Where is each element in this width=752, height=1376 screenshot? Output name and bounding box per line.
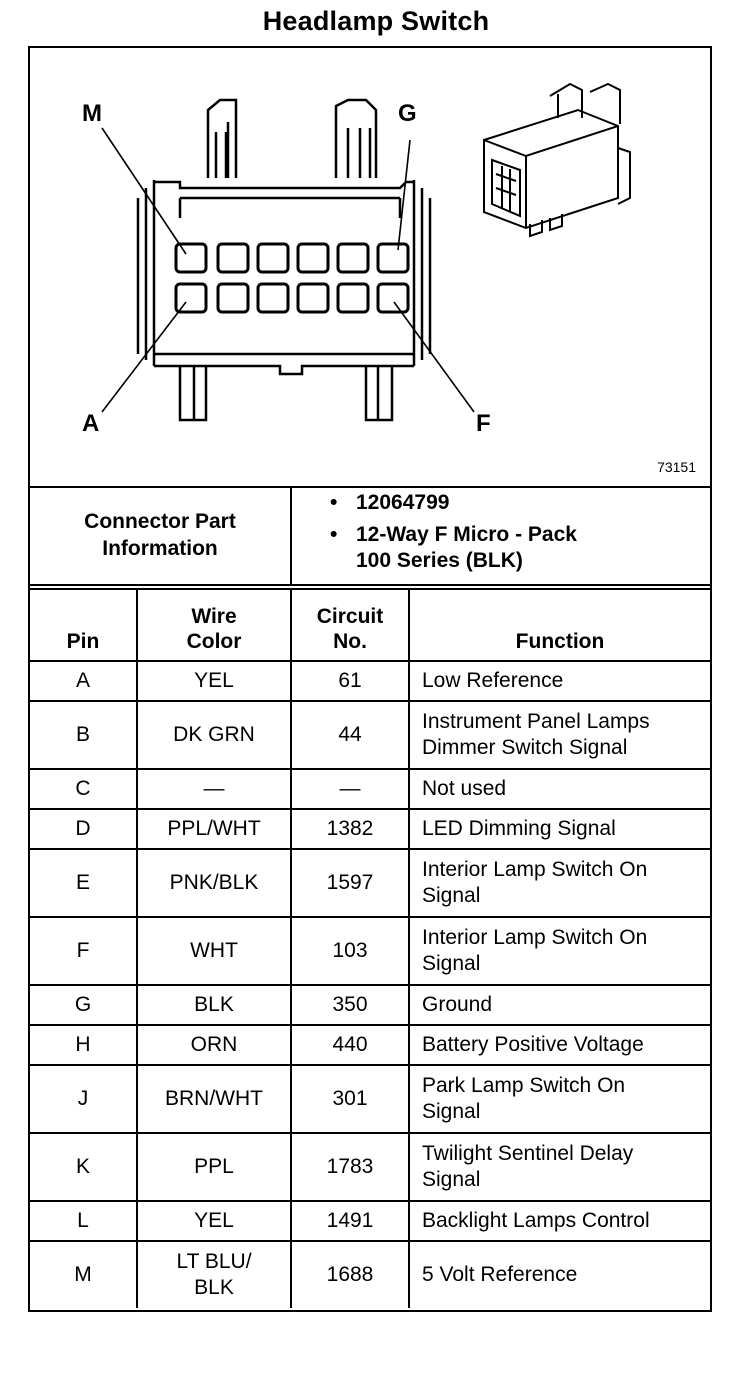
callout-pin-m: M (82, 100, 102, 127)
connector-isometric-view (484, 84, 630, 236)
circuit-cell: 61 (291, 661, 409, 701)
table-row (30, 917, 710, 985)
header-wire-color: Wire Color (137, 589, 291, 661)
wire-color-cell: BLK (137, 985, 291, 1025)
wire-color-cell: PPL/WHT (137, 809, 291, 849)
part-number: • 12064799 (330, 490, 577, 516)
page-title: Headlamp Switch (262, 6, 490, 36)
wire-color-cell: DK GRN (137, 701, 291, 769)
function-cell: Battery Positive Voltage (409, 1025, 710, 1065)
pin-table (30, 588, 710, 1308)
callout-pin-g: G (398, 100, 417, 127)
table-row (30, 1025, 710, 1065)
pin-table-body (30, 661, 710, 1308)
connector-sheet (28, 46, 712, 1312)
function-cell: Twilight Sentinel Delay Signal (409, 1133, 710, 1201)
housing-right-wall (414, 180, 430, 366)
pin-cell: G (30, 985, 137, 1025)
pin-cell: L (30, 1201, 137, 1241)
table-row (30, 1241, 710, 1308)
function-cell: Ground (409, 985, 710, 1025)
function-cell: Instrument Panel Lamps Dimmer Switch Signal (409, 701, 710, 769)
function-cell: Park Lamp Switch On Signal (409, 1065, 710, 1133)
connector-part-label: Connector Part Information (30, 486, 292, 584)
connector-part-info (30, 486, 710, 586)
connector-face-drawing (30, 48, 710, 486)
pin-cell: F (30, 917, 137, 985)
pin-cell: B (30, 701, 137, 769)
pin-cell: H (30, 1025, 137, 1065)
circuit-cell: 1783 (291, 1133, 409, 1201)
function-cell: 5 Volt Reference (409, 1241, 710, 1308)
function-cell: Interior Lamp Switch On Signal (409, 917, 710, 985)
table-row (30, 1201, 710, 1241)
connector-diagram (30, 48, 710, 488)
circuit-cell: 1688 (291, 1241, 409, 1308)
table-row (30, 985, 710, 1025)
wire-color-cell: — (137, 769, 291, 809)
pin-cell: C (30, 769, 137, 809)
left-latch (208, 100, 236, 178)
header-function: Function (409, 589, 710, 661)
wire-color-cell: LT BLU/ BLK (137, 1241, 291, 1308)
wire-color-cell: WHT (137, 917, 291, 985)
pin-cell: K (30, 1133, 137, 1201)
figure-number: 73151 (657, 459, 696, 475)
header-pin: Pin (30, 589, 137, 661)
circuit-cell: 44 (291, 701, 409, 769)
pin-cell: M (30, 1241, 137, 1308)
wire-color-cell: BRN/WHT (137, 1065, 291, 1133)
header-circuit-no: Circuit No. (291, 589, 409, 661)
wire-color-cell: ORN (137, 1025, 291, 1065)
pin-cell: A (30, 661, 137, 701)
pin-cavities (176, 244, 408, 312)
circuit-cell: 301 (291, 1065, 409, 1133)
pin-cell: J (30, 1065, 137, 1133)
wire-color-cell: YEL (137, 661, 291, 701)
table-row (30, 661, 710, 701)
pin-cell: D (30, 809, 137, 849)
pin-cell: E (30, 849, 137, 917)
function-cell: Interior Lamp Switch On Signal (409, 849, 710, 917)
part-description: • 12-Way F Micro - Pack 100 Series (BLK) (330, 522, 577, 574)
function-cell: Backlight Lamps Control (409, 1201, 710, 1241)
table-row (30, 701, 710, 769)
wire-color-cell: YEL (137, 1201, 291, 1241)
table-row (30, 1065, 710, 1133)
circuit-cell: — (291, 769, 409, 809)
table-row (30, 809, 710, 849)
wire-color-cell: PNK/BLK (137, 849, 291, 917)
circuit-cell: 440 (291, 1025, 409, 1065)
circuit-cell: 1382 (291, 809, 409, 849)
function-cell: Low Reference (409, 661, 710, 701)
circuit-cell: 103 (291, 917, 409, 985)
table-row (30, 769, 710, 809)
table-row (30, 1133, 710, 1201)
function-cell: LED Dimming Signal (409, 809, 710, 849)
callout-pin-f: F (476, 410, 491, 437)
housing-left-wall (138, 180, 154, 366)
wire-color-cell: PPL (137, 1133, 291, 1201)
callout-pin-a: A (82, 410, 100, 437)
circuit-cell: 1491 (291, 1201, 409, 1241)
function-cell: Not used (409, 769, 710, 809)
circuit-cell: 350 (291, 985, 409, 1025)
connector-part-list (330, 490, 577, 580)
table-row (30, 849, 710, 917)
circuit-cell: 1597 (291, 849, 409, 917)
